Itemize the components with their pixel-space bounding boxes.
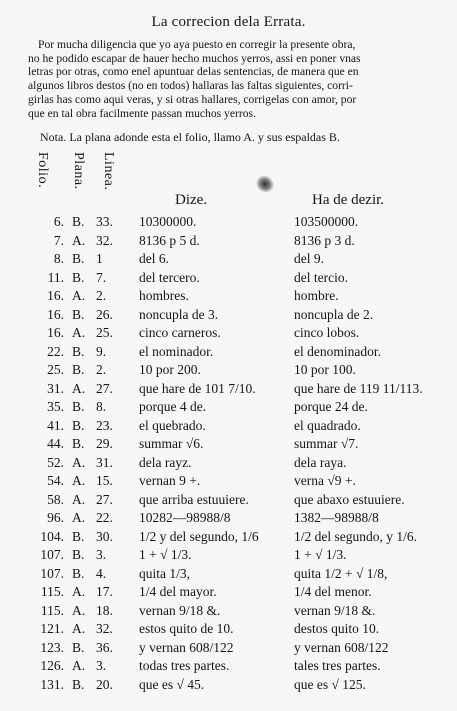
cell-plana: B. (72, 528, 85, 544)
cell-folio: 35. (47, 399, 64, 414)
cell-linea: 26. (96, 306, 113, 322)
table-row (0, 547, 457, 566)
intro-line: no he podido escapar de hauer hecho muchos yerros, assi en poner vnas (28, 51, 361, 65)
cell-dize: 8136 p 5 d. (139, 232, 200, 248)
cell-plana: B. (72, 565, 85, 581)
cell-dize: 10 por 200. (139, 362, 201, 377)
cell-linea: 4. (96, 565, 107, 581)
cell-plana: A. (72, 658, 86, 673)
cell-ha-de-dezir: el quadrado. (294, 417, 361, 433)
table-row (0, 270, 457, 289)
cell-dize: dela rayz. (139, 454, 192, 470)
header-ha-de-dezir: Ha de dezir. (312, 192, 385, 208)
cell-dize: el nominador. (139, 343, 214, 359)
cell-ha-de-dezir: que hare de 119 11/113. (294, 380, 423, 396)
header-plana: Plana. (71, 152, 86, 190)
table-row (0, 677, 457, 696)
cell-dize: del tercero. (139, 269, 200, 285)
cell-folio: 52. (47, 454, 64, 470)
cell-plana: A. (72, 510, 86, 525)
cell-ha-de-dezir: vernan 9/18 &. (294, 602, 376, 618)
cell-plana: A. (72, 380, 86, 396)
cell-dize: del 6. (139, 251, 169, 266)
cell-dize: que es √ 45. (139, 676, 205, 692)
cell-dize: el quebrado. (139, 417, 206, 433)
cell-dize: vernan 9/18 &. (139, 602, 221, 618)
cell-linea: 7. (96, 269, 107, 285)
cell-dize: 1/2 y del segundo, 1/6 (139, 528, 259, 544)
cell-linea: 22. (96, 510, 113, 525)
cell-dize: y vernan 608/122 (139, 639, 234, 655)
table-row (0, 566, 457, 585)
cell-plana: B. (72, 676, 85, 692)
intro-line: algunos libros destos (no en todos) hallaras las faltas siguientes, corri- (28, 79, 353, 93)
cell-linea: 36. (96, 639, 113, 655)
intro-line: Por mucha diligencia que yo aya puesto en corregir la presente obra, (38, 38, 356, 51)
cell-folio: 11. (47, 269, 64, 285)
cell-folio: 126. (40, 658, 64, 673)
cell-dize: que hare de 101 7/10. (139, 380, 256, 396)
table-row (0, 233, 457, 252)
cell-linea: 29. (96, 436, 113, 451)
cell-linea: 31. (96, 454, 113, 470)
cell-ha-de-dezir: quita 1/2 + √ 1/8, (294, 565, 388, 581)
cell-linea: 32. (96, 621, 113, 636)
cell-linea: 3. (96, 547, 107, 562)
cell-ha-de-dezir: 8136 p 3 d. (294, 232, 355, 248)
cell-linea: 17. (96, 584, 113, 599)
cell-linea: 3. (96, 658, 107, 673)
cell-linea: 23. (96, 417, 113, 433)
cell-linea: 2. (96, 288, 107, 303)
cell-linea: 1 (96, 251, 103, 266)
cell-folio: 31. (47, 380, 64, 396)
cell-plana: A. (72, 288, 86, 303)
intro-line: girlas has como aqui veras, y si otras hallares, corrigelas con amor, por (28, 92, 357, 106)
cell-linea: 8. (96, 399, 107, 414)
cell-plana: B. (72, 251, 85, 266)
table-row (0, 455, 457, 474)
cell-linea: 18. (96, 602, 113, 618)
table-row (0, 510, 457, 529)
cell-folio: 25. (47, 362, 64, 377)
cell-ha-de-dezir: del tercio. (294, 269, 348, 285)
cell-dize: estos quito de 10. (139, 621, 234, 636)
cell-plana: A. (72, 454, 86, 470)
cell-linea: 15. (96, 473, 113, 488)
cell-dize: noncupla de 3. (139, 306, 219, 322)
table-row (0, 307, 457, 326)
cell-plana: B. (72, 547, 85, 562)
page-title: La correcion dela Errata. (151, 14, 306, 30)
cell-ha-de-dezir: verna √9 +. (294, 473, 356, 488)
ink-smudge (253, 172, 277, 195)
cell-folio: 44. (47, 436, 64, 451)
cell-folio: 54. (47, 473, 64, 488)
cell-ha-de-dezir: 1/4 del menor. (294, 584, 372, 599)
cell-ha-de-dezir: que abaxo estuuiere. (294, 491, 405, 507)
cell-plana: A. (72, 602, 86, 618)
cell-dize: summar √6. (139, 436, 204, 451)
cell-linea: 32. (96, 232, 113, 248)
cell-folio: 6. (53, 214, 64, 229)
cell-plana: B. (72, 639, 85, 655)
table-row (0, 603, 457, 622)
cell-folio: 16. (47, 306, 64, 322)
cell-folio: 7. (53, 232, 64, 248)
cell-linea: 30. (96, 528, 113, 544)
cell-folio: 96. (47, 510, 64, 525)
cell-ha-de-dezir: 10 por 100. (294, 362, 356, 377)
cell-folio: 131. (40, 676, 64, 692)
table-row (0, 584, 457, 603)
cell-plana: B. (72, 269, 85, 285)
cell-folio: 8. (53, 251, 64, 266)
table-row (0, 344, 457, 363)
cell-dize: hombres. (139, 288, 189, 303)
table-row (0, 529, 457, 548)
cell-dize: 10282—98988/8 (139, 510, 231, 525)
cell-linea: 9. (96, 343, 107, 359)
intro-paragraph (28, 38, 440, 120)
header-linea: Linea. (101, 152, 116, 191)
cell-plana: A. (72, 473, 86, 488)
cell-folio: 121. (40, 621, 64, 636)
table-row (0, 381, 457, 400)
cell-folio: 41. (47, 417, 64, 433)
intro-line: letras por otras, como enel apuntuar delas sentencias, de manera que en (28, 65, 359, 79)
cell-dize: que arriba estuuiere. (139, 491, 249, 507)
cell-linea: 20. (96, 676, 113, 692)
cell-plana: A. (72, 325, 86, 340)
cell-ha-de-dezir: el denominador. (294, 343, 381, 359)
intro-line: que en tal obra facilmente passan muchos yerros. (28, 106, 256, 120)
cell-plana: A. (72, 584, 86, 599)
header-dize: Dize. (175, 192, 208, 208)
table-row (0, 288, 457, 307)
cell-folio: 22. (47, 343, 64, 359)
cell-ha-de-dezir: 103500000. (294, 214, 359, 229)
cell-ha-de-dezir: que es √ 125. (294, 676, 366, 692)
cell-linea: 27. (96, 380, 113, 396)
cell-linea: 2. (96, 362, 107, 377)
cell-dize: porque 4 de. (139, 399, 207, 414)
cell-folio: 115. (40, 602, 64, 618)
cell-dize: todas tres partes. (139, 658, 230, 673)
cell-ha-de-dezir: tales tres partes. (294, 658, 381, 673)
cell-plana: A. (72, 232, 86, 248)
cell-dize: 1 + √ 1/3. (139, 547, 192, 562)
cell-ha-de-dezir: hombre. (294, 288, 339, 303)
cell-plana: B. (72, 214, 85, 229)
cell-folio: 16. (47, 288, 64, 303)
table-row (0, 418, 457, 437)
table-row (0, 251, 457, 270)
cell-folio: 104. (40, 528, 64, 544)
table-row (0, 473, 457, 492)
cell-plana: B. (72, 362, 85, 377)
cell-ha-de-dezir: 1 + √ 1/3. (294, 547, 347, 562)
cell-plana: B. (72, 417, 85, 433)
table-row (0, 399, 457, 418)
cell-plana: B. (72, 306, 85, 322)
header-folio: Folio. (35, 152, 50, 189)
cell-plana: B. (72, 343, 85, 359)
table-row (0, 492, 457, 511)
errata-table (0, 214, 457, 695)
cell-ha-de-dezir: summar √7. (294, 436, 359, 451)
cell-ha-de-dezir: 1/2 del segundo, y 1/6. (294, 528, 417, 544)
table-row (0, 658, 457, 677)
table-row (0, 214, 457, 233)
cell-ha-de-dezir: 1382—98988/8 (294, 510, 379, 525)
cell-folio: 115. (40, 584, 64, 599)
table-row (0, 362, 457, 381)
cell-ha-de-dezir: y vernan 608/122 (294, 639, 389, 655)
cell-linea: 33. (96, 214, 113, 229)
cell-linea: 25. (96, 325, 113, 340)
nota-line: Nota. La plana adonde esta el folio, llamo A. y sus espaldas B. (40, 130, 340, 144)
table-row (0, 325, 457, 344)
cell-ha-de-dezir: destos quito 10. (294, 621, 380, 636)
cell-ha-de-dezir: cinco lobos. (294, 325, 360, 340)
cell-plana: B. (72, 436, 85, 451)
table-row (0, 436, 457, 455)
table-row (0, 640, 457, 659)
cell-ha-de-dezir: porque 24 de. (294, 399, 368, 414)
cell-dize: quita 1/3, (139, 565, 190, 581)
cell-ha-de-dezir: dela raya. (294, 454, 347, 470)
cell-dize: cinco carneros. (139, 325, 221, 340)
cell-dize: 1/4 del mayor. (139, 584, 217, 599)
cell-plana: A. (72, 491, 86, 507)
cell-ha-de-dezir: del 9. (294, 251, 324, 266)
cell-folio: 58. (47, 491, 64, 507)
cell-ha-de-dezir: noncupla de 2. (294, 306, 374, 322)
table-row (0, 621, 457, 640)
cell-plana: A. (72, 621, 86, 636)
cell-dize: 10300000. (139, 214, 197, 229)
cell-linea: 27. (96, 491, 113, 507)
cell-folio: 123. (40, 639, 64, 655)
cell-plana: B. (72, 399, 85, 414)
cell-folio: 107. (40, 565, 64, 581)
cell-folio: 16. (47, 325, 64, 340)
cell-folio: 107. (40, 547, 64, 562)
cell-dize: vernan 9 +. (139, 473, 201, 488)
